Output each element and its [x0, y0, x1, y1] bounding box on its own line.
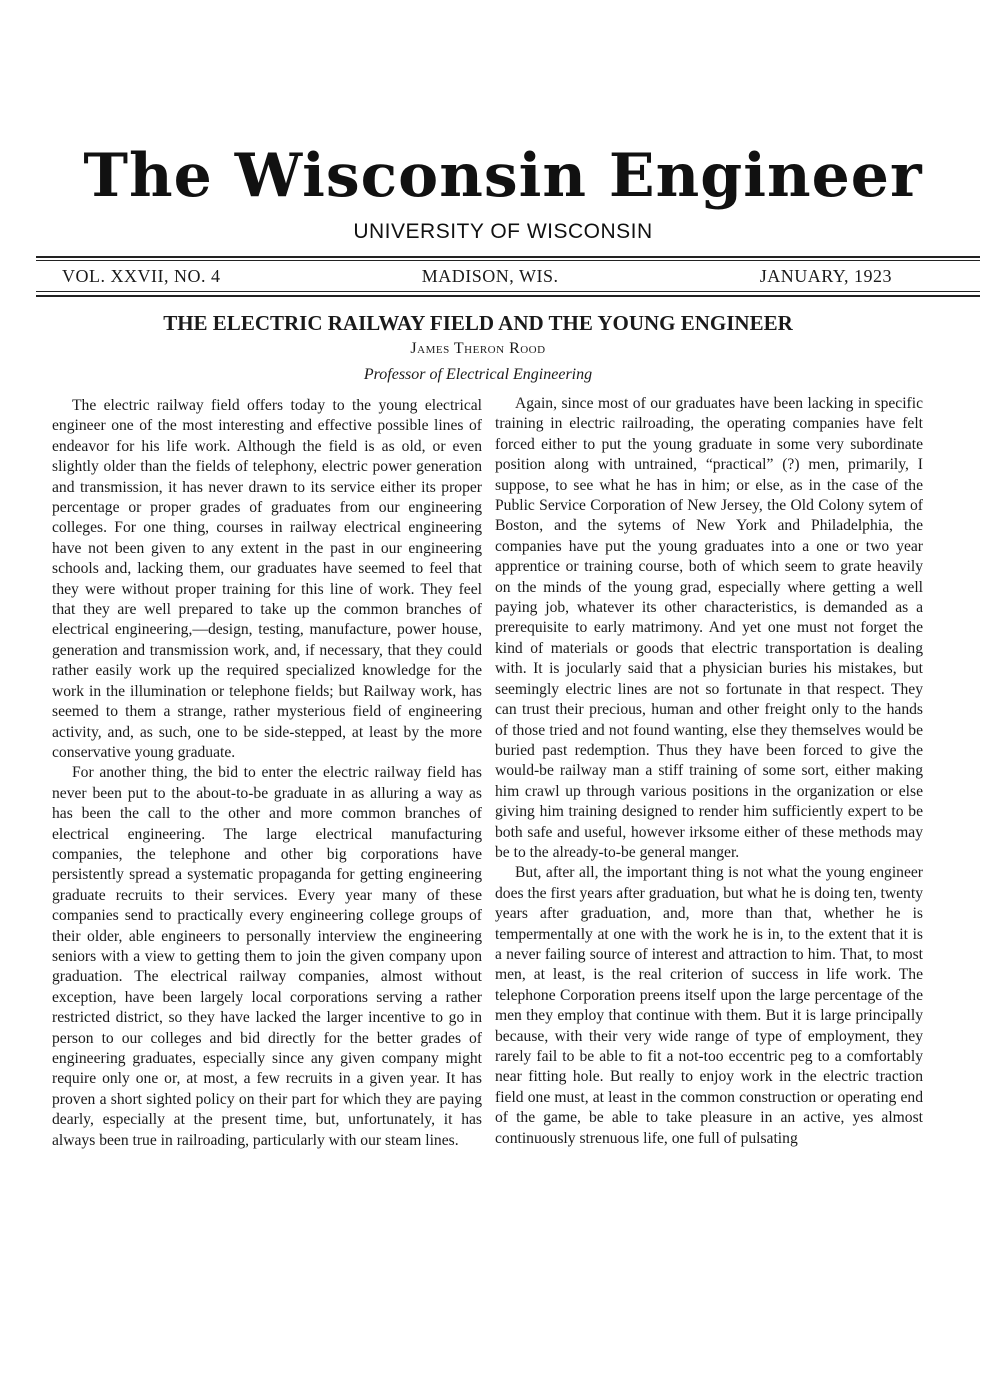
header-rule-bottom [36, 295, 980, 297]
paragraph: For another thing, the bid to enter the electric railway field has never been put to the about-to-be graduate in as alluring a way as has been the call to the other and more common branches of electrical engineering. The large electrical manufacturing companies, the telephone and other big corporations have persistently spread a systematic propaganda for getting engineering graduate recruits to their services. Every year many of these companies send to practically every engineering college groups of their older, able engineers to personally interview the engineering seniors with a view to getting them to join the given company upon graduation. The electrical railway companies, almost without exception, have been largely local corporations serving a rather restricted district, so they have lacked the larger incentive to go in person to our colleges and bid directly for the better grades of engineering graduates, especially since any given company might require only one or, at most, a few recruits in a given year. It has proven a short sighted policy on their part for which they are paying dearly, especially at the present time, but, unfortunately, it has always been true in railroading, particularly with our steam lines. [52, 764, 482, 1149]
header-rule-top-thin [36, 260, 980, 261]
volume-number: VOL. XXVII, NO. 4 [62, 266, 221, 286]
header-rule-top [36, 256, 980, 258]
article-column-left [52, 396, 482, 1151]
article-title: THE ELECTRIC RAILWAY FIELD AND THE YOUNG ENGINEER [163, 311, 793, 335]
header-rule-bottom-thin [36, 291, 980, 292]
paragraph: Again, since most of our graduates have been lacking in specific training in electric railroading, the operating companies have felt forced either to put the young graduate in some very subordinate position along with untrained, “practical” (?) men, primarily, I suppose, to see what he has in him; or else, as in the case of the Public Service Corporation of New Jersey, the Old Colony sytem of Boston, and the sytems of New York and Philadelphia, the companies have put the young graduates into a one or two year apprentice or training course, both of which seem to grate heavily on the minds of the young grad, especially where getting a well paying job, whatever its other characteristics, is demanded as a prerequisite to early matrimony. And yet one must not forget the kind of materials or goods that electric transportation is dealing with. It is jocularly said that a physician buries his mistakes, but seemingly electric lines are not so fortunate in that respect. They can trust their precious, human and other freight only to the hands of those tried and not found wanting, else they themselves would be buried past redemption. Thus they have been forced to give the would-be railway man a stiff training of some sort, either making him crawl up through various positions in the organization or else giving him training designed to render him sufficiently expert to be both safe and useful, however irksome either of these methods may be to the already-to-be general manger. [495, 395, 923, 861]
article-author: James Theron Rood [410, 340, 546, 357]
article-column-right [495, 394, 923, 1149]
issue-date: JANUARY, 1923 [759, 266, 892, 286]
author-role: Professor of Electrical Engineering [363, 366, 593, 383]
university-name: UNIVERSITY OF WISCONSIN [353, 220, 653, 243]
issue-info-row [62, 266, 892, 287]
publication-place: MADISON, WIS. [421, 266, 559, 286]
masthead-title: The Wisconsin Engineer [83, 141, 923, 211]
paragraph: But, after all, the important thing is not what the young engineer does the first years after graduation, but what he is doing ten, twenty years after graduation, and, more than that, whether he is tempermentally at one with the work he is in, to the extent that it is a never failing source of interest and attraction to him. That, to most men, at least, is the real criterion of success in life work. The telephone Corporation preens itself upon the large percentage of the men they employ that continue with them. But it is large principally because, with their very wide range of type of employment, they rarely fail to be able to fit a not-too eccentric peg to a comfortably near fitting hole. But really to enjoy work in the electric traction field one must, at least in the common construction or operating end of the game, be able to take pleasure in an active, yes almost continuously strenuous life, one full of pulsating [495, 864, 923, 1147]
paragraph: The electric railway field offers today to the young electrical engineer one of the most interesting and effective possible lines of endeavor for his life work. Although the field is as old, or even slightly older than the fields of telephony, electric power generation and transmission, it has never drawn to its service either its proper percentage or proper grades of graduates from our engineering colleges. For one thing, courses in railway electrical engineering have not been given to any extent in the past in our engineering schools and, lacking them, our graduates have seemed to feel that they were without proper training for this line of work. They feel that they are well prepared to take up the common branches of electrical engineering,—design, testing, manufacture, power house, generation and transmission work, and, if necessary, that they could rather easily work up the required specialized knowledge for the work in the illumination or telephone fields; but Railway work, has seemed to them a strange, rather mysterious field of engineering activity, and, as such, one to be side-stepped, at least by the more conservative young graduate. [52, 397, 482, 761]
